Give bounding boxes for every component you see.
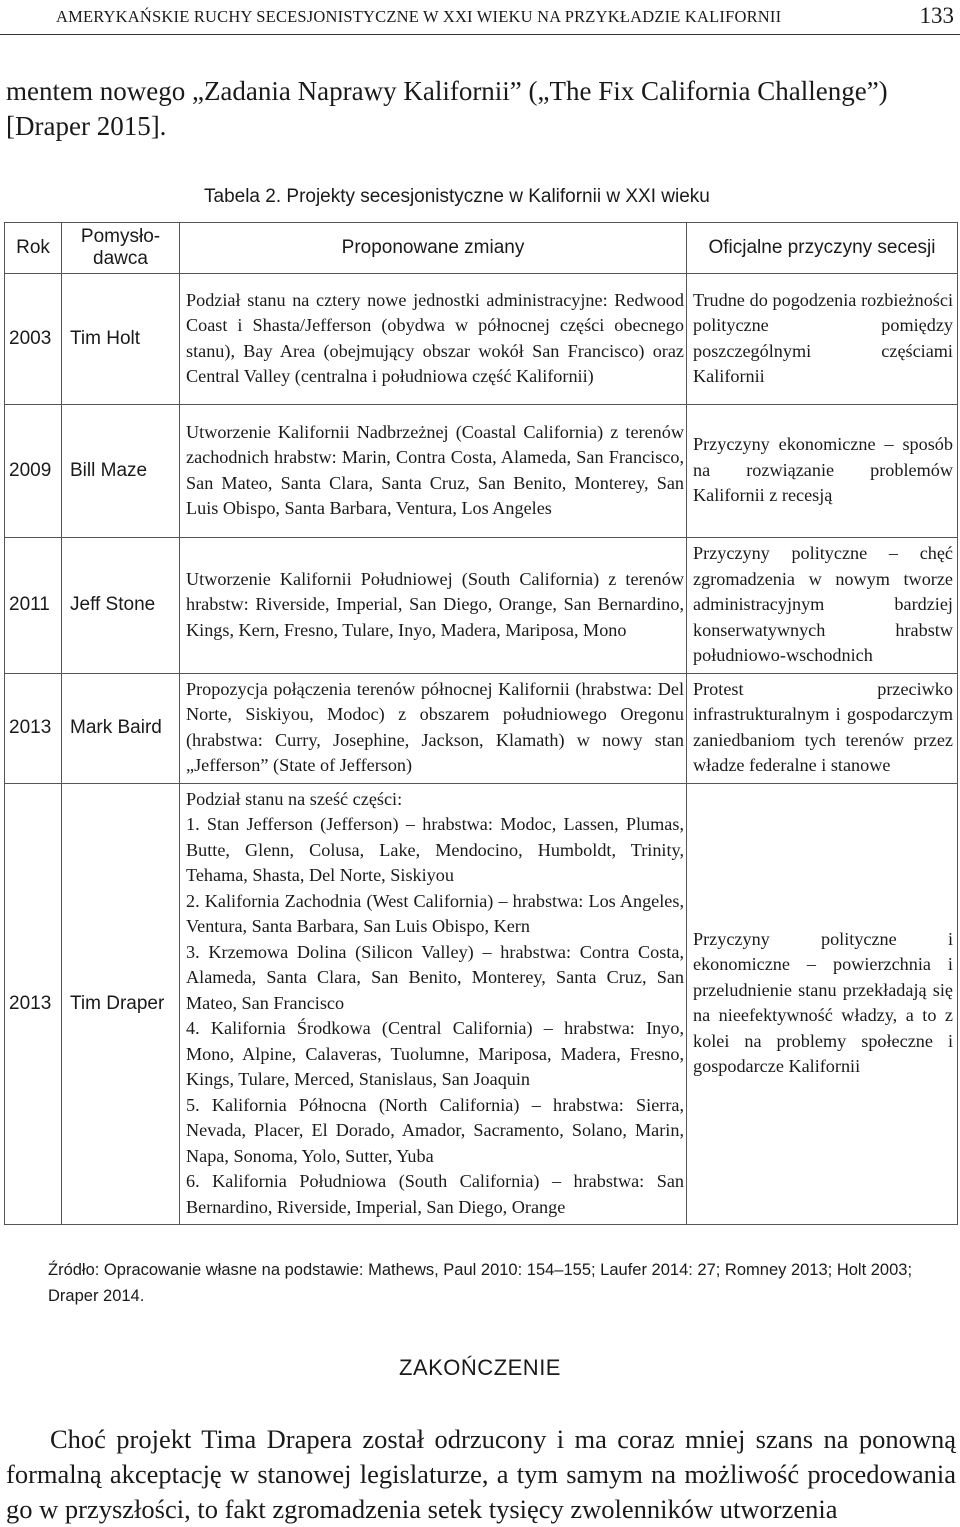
changes-intro: Podział stanu na sześć części: [186, 788, 403, 809]
cell-year: 2009 [5, 405, 62, 538]
cell-author: Mark Baird [62, 673, 180, 783]
header-author [62, 223, 180, 274]
body-paragraph: Choć projekt Tima Drapera został odrzucony i ma coraz mniej szans na ponowną formalną akceptację w stanowej legislaturze, a tym samym na możliwość procedowania go w przyszłości, to fakt zgromadzenia setek tysięcy zwolenników utworzenia [6, 1424, 956, 1524]
section-heading: ZAKOŃCZENIE [399, 1355, 561, 1380]
cell-author: Tim Draper [62, 783, 180, 1225]
cell-reasons: Przyczyny polityczne – chęć zgromadzenia w nowym tworze administracyjnym bardziej konserwatywnych hrabstw południowo-wschodnich [687, 538, 958, 674]
page-number: 133 [919, 3, 954, 28]
cell-author: Tim Holt [62, 274, 180, 405]
cell-reasons: Przyczyny polityczne i ekonomiczne – powierzchnia i przeludnienie stanu przekładają się na nieefektywność władzy, a to z kolei na problemy społeczne i gospodarcze Kalifornii [687, 783, 958, 1225]
cell-year: 2013 [5, 783, 62, 1225]
cell-year: 2011 [5, 538, 62, 674]
table-caption: Tabela 2. Projekty secesjonistyczne w Kalifornii w XXI wieku [204, 186, 710, 207]
intro-paragraph: mentem nowego „Zadania Naprawy Kalifornii” („The Fix California Challenge”) [Draper 2015]. [6, 76, 888, 141]
table-row [5, 405, 958, 538]
changes-item: 3. Krzemowa Dolina (Silicon Valley) – hrabstwa: Contra Costa, Alameda, Santa Clara, San Benito, Monterey, Santa Cruz, San Mateo, San Francisco [186, 941, 684, 1013]
cell-changes: Utworzenie Kalifornii Nadbrzeżnej (Coastal California) z terenów zachodnich hrabstw: Marin, Contra Costa, Alameda, San Francisco, San Mateo, Santa Clara, Santa Cruz, San Benito, Monterey, San Luis Obispo, Santa Barbara, Ventura, Los Angeles [180, 405, 687, 538]
running-head-title: AMERYKAŃSKIE RUCHY SECESJONISTYCZNE W XXI WIEKU NA PRZYKŁADZIE KALIFORNII [56, 7, 782, 26]
table-header-row [5, 223, 958, 274]
cell-changes: Utworzenie Kalifornii Południowej (South California) z terenów hrabstw: Riverside, Imperial, San Diego, Orange, San Bernardino, Kings, Kern, Fresno, Tulare, Inyo, Madera, Mariposa, Mono [180, 538, 687, 674]
cell-changes: Propozycja połączenia terenów północnej Kalifornii (hrabstwa: Del Norte, Siskiyou, Modoc) z obszarem południowego Oregonu (hrabstwa: Curry, Josephine, Jackson, Klamath) w nowy stan „Jefferson” (State of Jefferson) [180, 673, 687, 783]
running-head [0, 0, 960, 35]
table-row [5, 274, 958, 405]
header-author-text: Pomysło-dawca [80, 226, 161, 269]
header-reasons: Oficjalne przyczyny secesji [687, 223, 958, 274]
cell-reasons: Przyczyny ekonomiczne – sposób na rozwiązanie problemów Kalifornii z recesją [687, 405, 958, 538]
cell-reasons: Trudne do pogodzenia rozbieżności polityczne pomiędzy poszczególnymi częściami Kalifornii [687, 274, 958, 405]
table-row [5, 538, 958, 674]
cell-year: 2003 [5, 274, 62, 405]
table-source-note: Źródło: Opracowanie własne na podstawie: Mathews, Paul 2010: 154–155; Laufer 2014: 27; Romney 2013; Holt 2003; Draper 2014. [48, 1261, 913, 1305]
header-year: Rok [5, 223, 62, 274]
secession-projects-table [4, 222, 958, 1225]
header-changes: Proponowane zmiany [180, 223, 687, 274]
changes-item: 4. Kalifornia Środkowa (Central California) – hrabstwa: Inyo, Mono, Alpine, Calaveras, Tuolumne, Mariposa, Madera, Fresno, Kings, Tulare, Merced, Stanislaus, San Joaquin [186, 1018, 684, 1089]
cell-changes: Podział stanu na cztery nowe jednostki administracyjne: Redwood Coast i Shasta/Jefferson (obydwa w północnej części obecnego stanu), Bay Area (obejmujący obszar wokół San Francisco) oraz Central Valley (centralna i południowa część Kalifornii) [180, 274, 687, 405]
table-row [5, 673, 958, 783]
cell-year: 2013 [5, 673, 62, 783]
table-row [5, 783, 958, 1225]
changes-item: 1. Stan Jefferson (Jefferson) – hrabstwa: Modoc, Lassen, Plumas, Butte, Glenn, Colusa, Lake, Mendocino, Humboldt, Trinity, Tehama, Shasta, Del Norte, Siskiyou [186, 814, 684, 885]
cell-reasons: Protest przeciwko infrastrukturalnym i gospodarczym zaniedbaniom tych terenów przez władze federalne i stanowe [687, 673, 958, 783]
cell-changes [180, 783, 687, 1225]
changes-item: 5. Kalifornia Północna (North California) – hrabstwa: Sierra, Nevada, Placer, El Dorado, Amador, Sacramento, Solano, Marin, Napa, Sonoma, Yolo, Sutter, Yuba [186, 1094, 684, 1166]
cell-author: Bill Maze [62, 405, 180, 538]
changes-item: 6. Kalifornia Południowa (South California) – hrabstwa: San Bernardino, Riverside, Imperial, San Diego, Orange [186, 1171, 684, 1217]
cell-author: Jeff Stone [62, 538, 180, 674]
changes-item: 2. Kalifornia Zachodnia (West California) – hrabstwa: Los Angeles, Ventura, Santa Barbara, San Luis Obispo, Kern [186, 890, 684, 936]
